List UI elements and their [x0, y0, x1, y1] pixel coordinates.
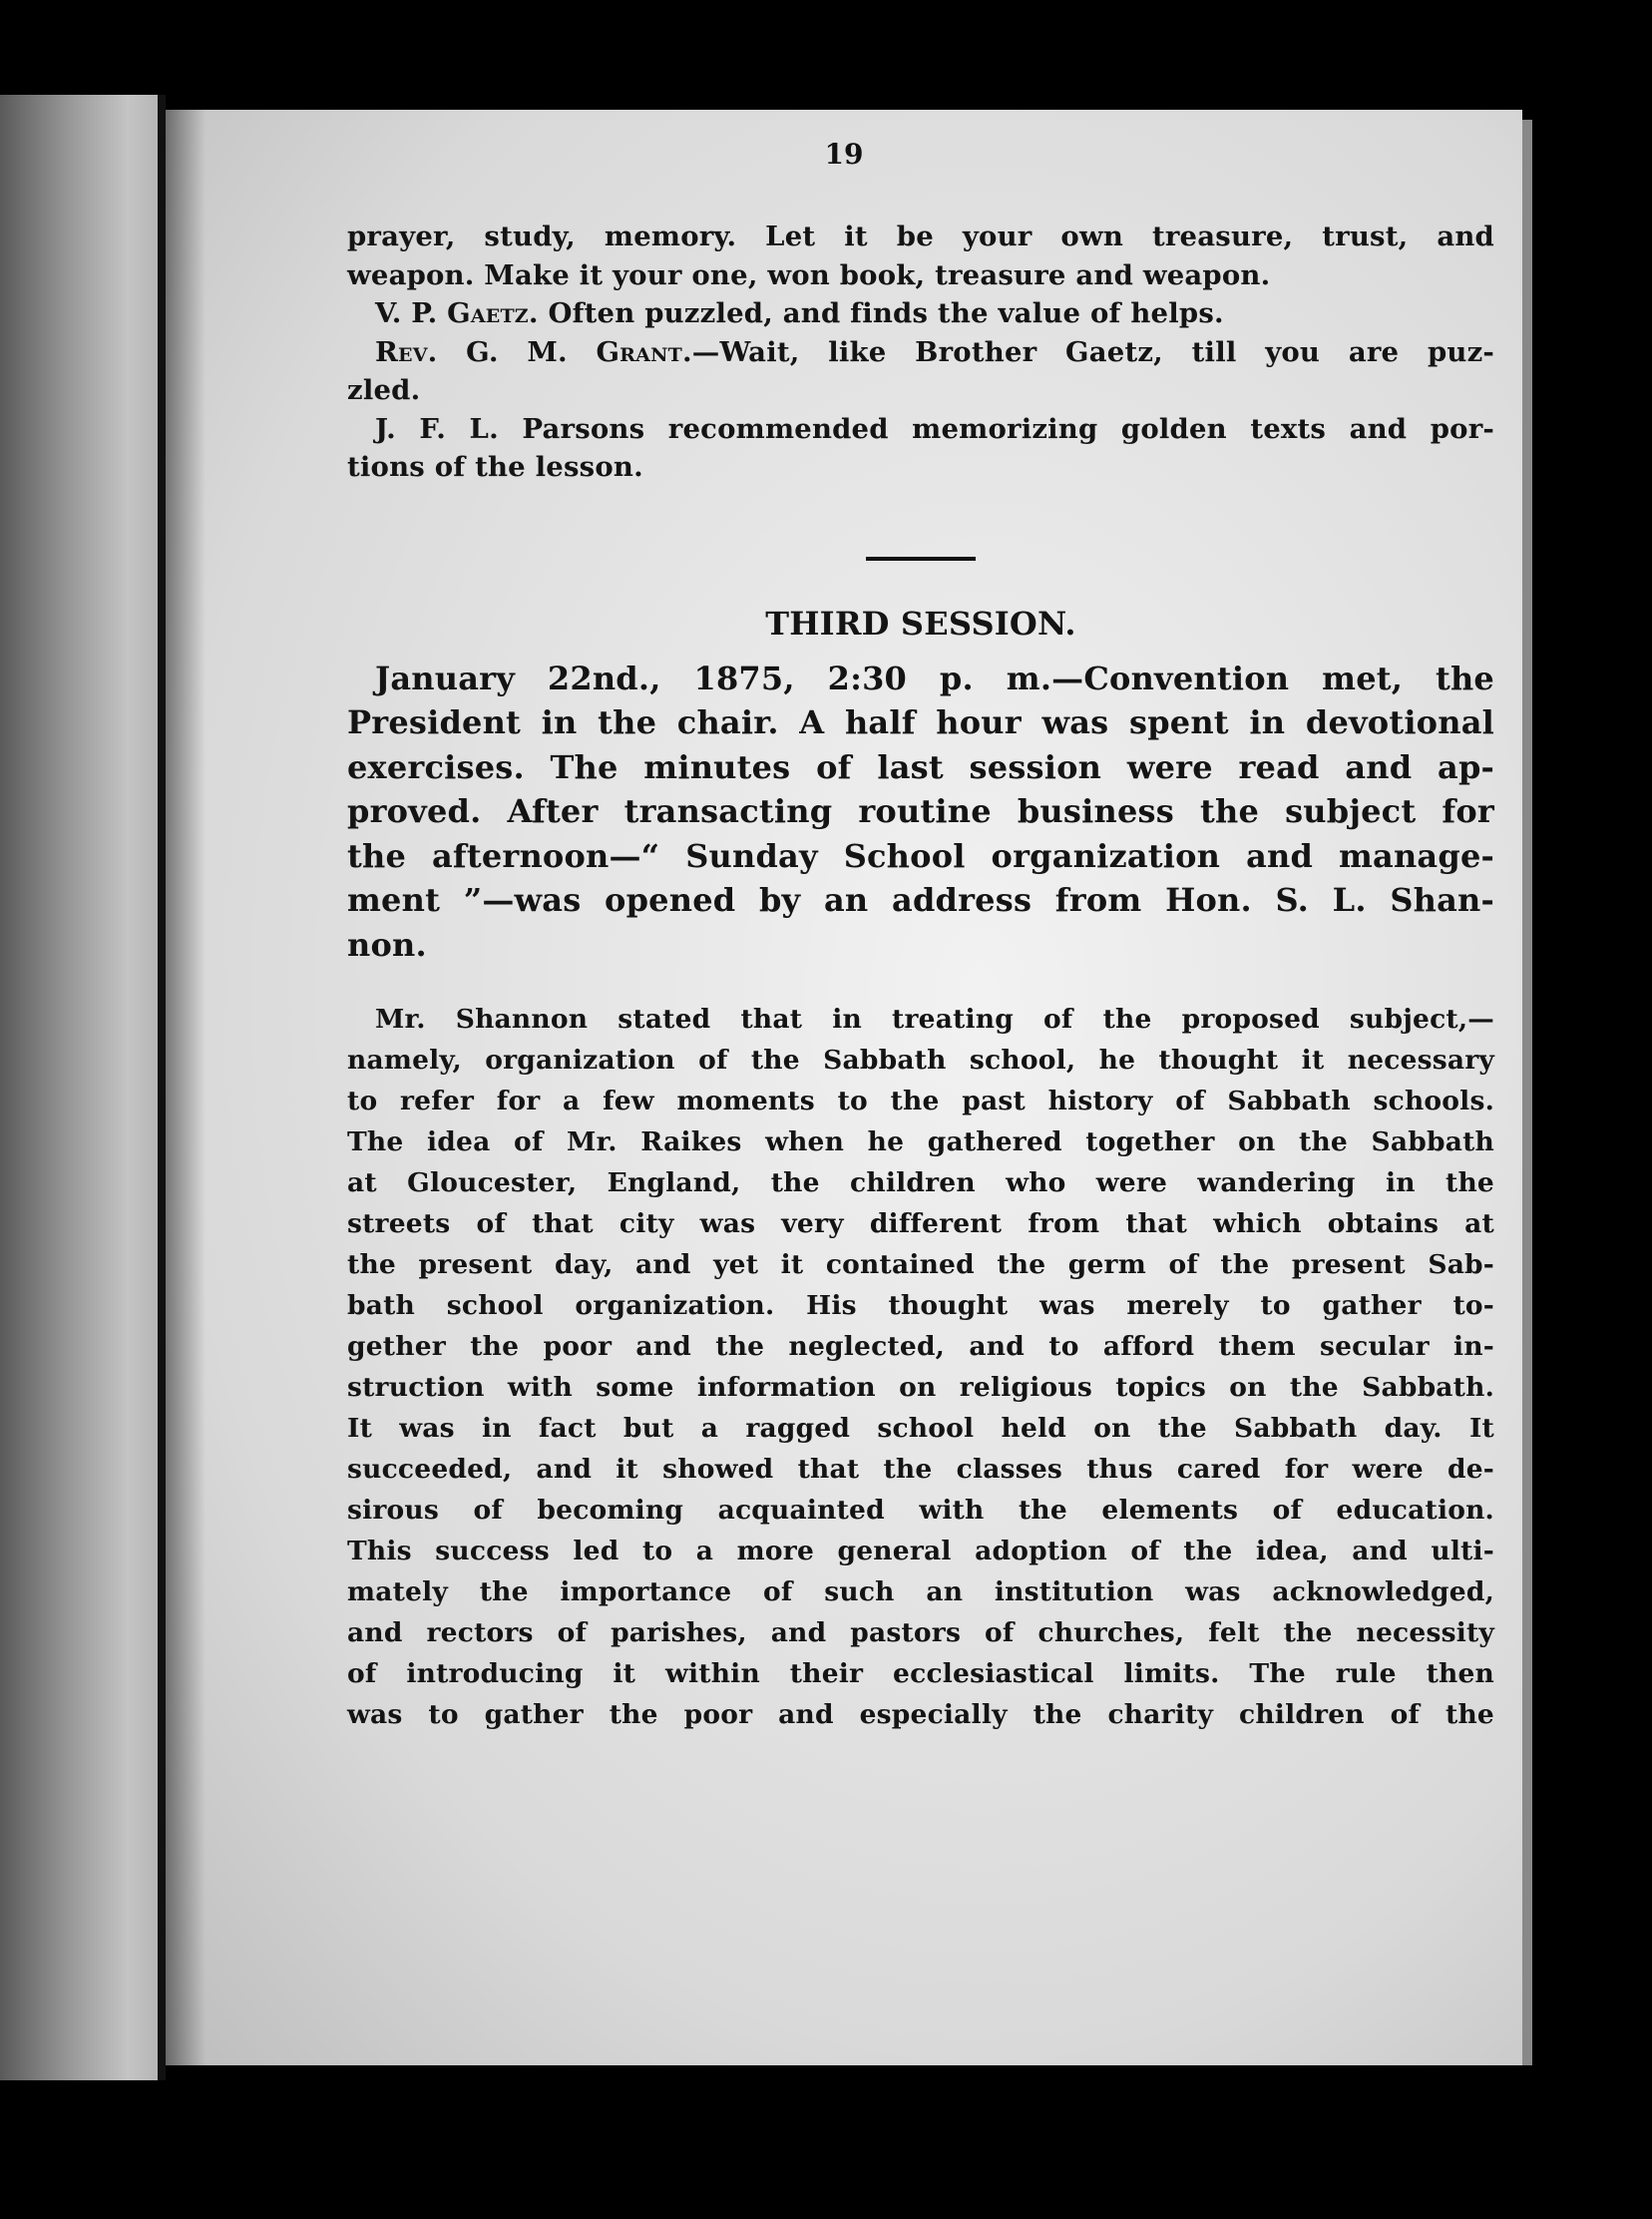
text-line: Mr. Shannon stated that in treating of the proposed subject,— [375, 1004, 1494, 1035]
text-line: was to gather the poor and especially the charity children of the [347, 1699, 1494, 1730]
text-line: zled. [347, 374, 421, 406]
book-spine [158, 95, 166, 2080]
text-line: namely, organization of the Sabbath school, he thought it necessary [347, 1045, 1494, 1076]
text-line: succeeded, and it showed that the classes thus cared for were de- [347, 1454, 1494, 1485]
text-line: The idea of Mr. Raikes when he gathered together on the Sabbath [347, 1126, 1494, 1157]
page-number: 19 [824, 138, 864, 171]
text-line: the present day, and yet it contained the germ of the present Sab- [347, 1249, 1494, 1280]
text-line: mately the importance of such an institution was acknowledged, [347, 1576, 1494, 1607]
text-line: non. [347, 925, 427, 964]
speaker-remark: Often puzzled, and finds the value of helps. [548, 297, 1224, 329]
text-line: ment ”—was opened by an address from Hon. S. L. Shan- [347, 881, 1494, 919]
page-text [347, 218, 1494, 1735]
text-line: weapon. Make it your one, won book, treasure and weapon. [347, 258, 1271, 291]
text-line: bath school organization. His thought was merely to gather to- [347, 1290, 1494, 1321]
text-line: exercises. The minutes of last session were read and ap- [347, 747, 1494, 786]
text-line: the afternoon—“ Sunday School organization and manage- [347, 836, 1494, 875]
text-line: and rectors of parishes, and pastors of churches, felt the necessity [347, 1617, 1494, 1648]
speaker-grant [347, 333, 1494, 372]
text-line: to refer for a few moments to the past history of Sabbath schools. [347, 1086, 1494, 1116]
text-line: This success led to a more general adoption of the idea, and ulti- [347, 1536, 1494, 1566]
text-line: prayer, study, memory. Let it be your own treasure, trust, and [347, 221, 1494, 252]
text-line: January 22nd., 1875, 2:30 p. m.—Convention met, the [375, 659, 1494, 697]
text-line: sirous of becoming acquainted with the elements of education. [347, 1495, 1494, 1526]
document-page [166, 110, 1522, 2065]
text-line: President in the chair. A half hour was spent in devotional [347, 703, 1494, 741]
text-line: J. F. L. Parsons recommended memorizing golden texts and por- [375, 412, 1494, 445]
page-edge [1522, 120, 1532, 2065]
speaker-gaetz [347, 294, 1494, 333]
speaker-name: Rev. G. M. Grant. [375, 335, 692, 368]
section-divider [866, 557, 976, 561]
speaker-name: V. P. Gaetz. [375, 297, 539, 329]
text-line: proved. After transacting routine business the subject for [347, 792, 1494, 830]
text-line: streets of that city was very different from that which obtains at [347, 1208, 1494, 1239]
text-line: of introducing it within their ecclesiastical limits. The rule then [347, 1658, 1494, 1689]
text-line: struction with some information on religious topics on the Sabbath. [347, 1372, 1494, 1403]
text-line: at Gloucester, England, the children who were wandering in the [347, 1167, 1494, 1198]
shannon-paragraph [347, 999, 1494, 1735]
text-line: tions of the lesson. [347, 451, 643, 483]
facing-page-edge [0, 95, 160, 2080]
section-heading: THIRD SESSION. [765, 604, 1076, 643]
text-line: gether the poor and the neglected, and to afford them secular in- [347, 1331, 1494, 1362]
paragraph-gap [347, 967, 1494, 999]
spine-shadow [166, 110, 206, 2065]
text-line: It was in fact but a ragged school held on the Sabbath day. It [347, 1413, 1494, 1444]
speaker-remark: —Wait, like Brother Gaetz, till you are puz- [691, 335, 1494, 368]
session-paragraph [347, 657, 1494, 968]
top-section [347, 218, 1494, 487]
